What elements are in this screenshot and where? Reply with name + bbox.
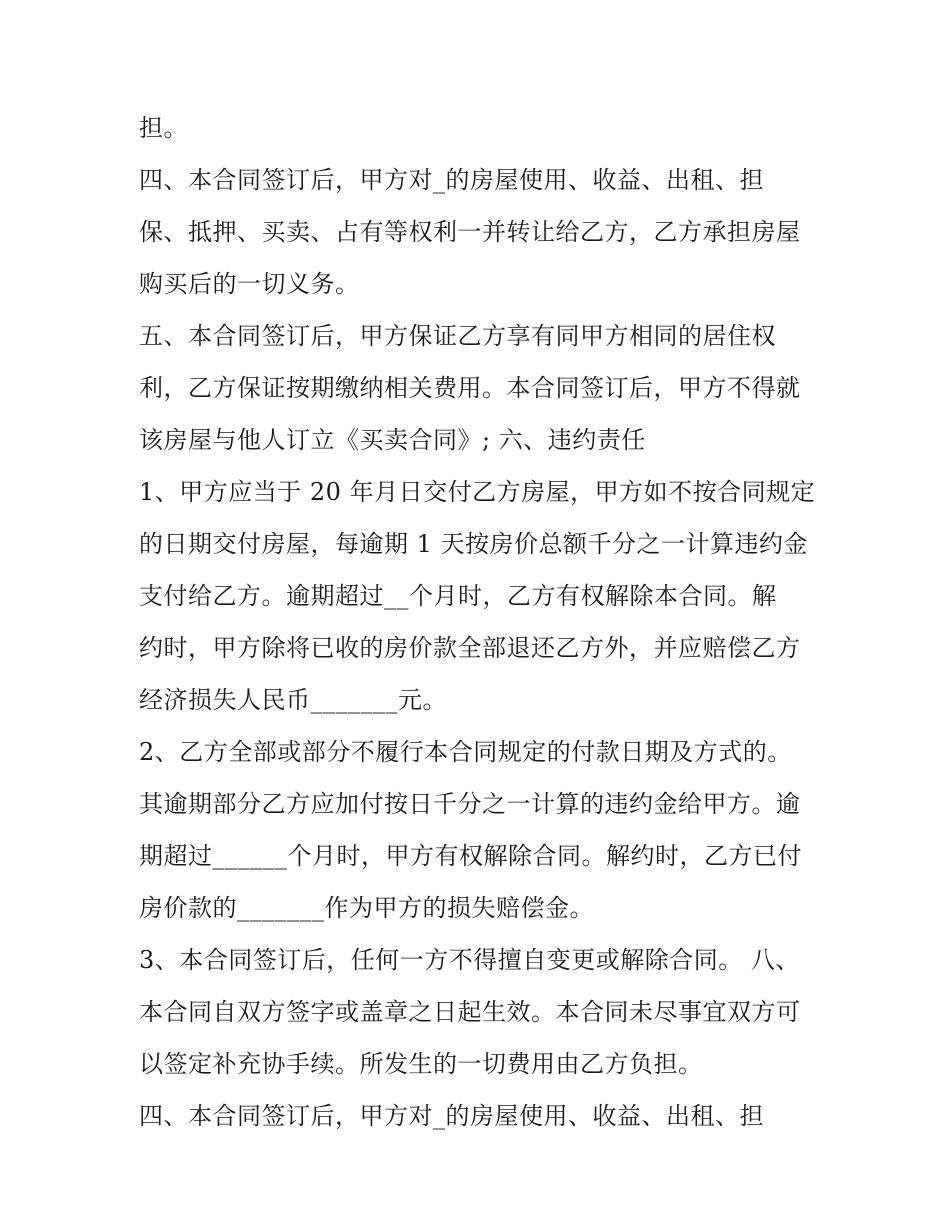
text-line: 担。 [139, 114, 188, 142]
text-line: 购买后的一切义务。 [139, 270, 360, 298]
text-line: 1、甲方应当于 20 年月日交付乙方房屋，甲方如不按合同规定 [139, 478, 816, 506]
text-line: 经济损失人民币_______元。 [139, 686, 447, 714]
text-line: 的日期交付房屋，每逾期 1 天按房价总额千分之一计算违约金 [139, 530, 809, 558]
text-line: 期超过______个月时，甲方有权解除合同。解约时，乙方已付 [139, 842, 802, 870]
text-line: 利，乙方保证按期缴纳相关费用。本合同签订后，甲方不得就 [139, 374, 801, 402]
text-line: 房价款的_______作为甲方的损失赔偿金。 [139, 894, 594, 922]
text-line: 四、本合同签订后，甲方对_的房屋使用、收益、出租、担 [139, 166, 764, 194]
text-line: 以签定补充协手续。所发生的一切费用由乙方负担。 [139, 1050, 703, 1078]
document-body [139, 106, 819, 1146]
text-line: 2、乙方全部或部分不履行本合同规定的付款日期及方式的。 [139, 738, 792, 766]
text-line: 其逾期部分乙方应加付按日千分之一计算的违约金给甲方。逾 [139, 790, 801, 818]
text-line: 五、本合同签订后，甲方保证乙方享有同甲方相同的居住权 [139, 322, 776, 350]
text-line: 约时，甲方除将已收的房价款全部退还乙方外，并应赔偿乙方 [139, 634, 801, 662]
text-line: 四、本合同签订后，甲方对_的房屋使用、收益、出租、担 [139, 1102, 764, 1130]
text-line: 本合同自双方签字或盖章之日起生效。本合同未尽事宜双方可 [139, 998, 801, 1026]
text-line: 支付给乙方。逾期超过__个月时，乙方有权解除本合同。解 [139, 582, 777, 610]
text-line: 保、抵押、买卖、占有等权利一并转让给乙方，乙方承担房屋 [139, 218, 801, 246]
text-line: 3、本合同签订后，任何一方不得擅自变更或解除合同。 八、 [139, 946, 800, 974]
text-line: 该房屋与他人订立《买卖合同》; 六、违约责任 [139, 426, 646, 454]
